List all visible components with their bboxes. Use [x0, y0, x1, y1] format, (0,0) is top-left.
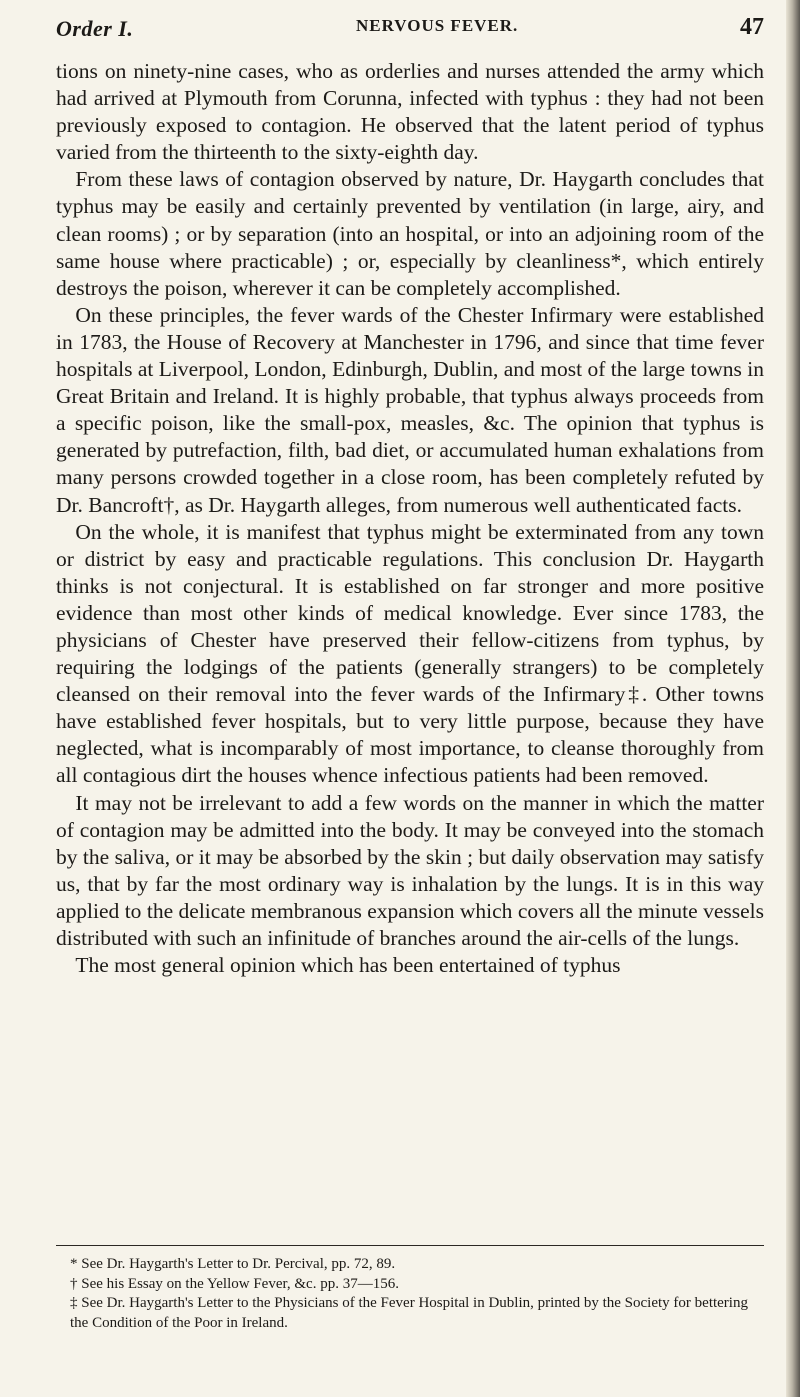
paragraph: From these laws of contagion observed by nature, Dr. Haygarth concludes that typhus may be easily and certainly prevented by ventilation (in large, airy, and clean rooms) ; or by separation (into an hospital, or into an adjoining room of the same house where practicable) ; or, especially by cleanliness*, which entirely destroys the poison, wherever it can be completely accomplished.: [56, 167, 764, 300]
paragraph: On the whole, it is manifest that typhus might be exterminated from any town or district by easy and practicable regulations. This conclusion Dr. Haygarth thinks is not conjectural. It is established on far stronger and more positive evidence than most other kinds of medical knowledge. Ever since 1783, the physicians of Chester have preserved their fellow-citizens from typhus, by requiring the lodgings of the patients (generally strangers) to be completely cleansed on their removal into the fever wards of the Infirmary‡. Other towns have established fever hospitals, but to very little purpose, because they have neglected, what is incomparably of most importance, to cleanse thoroughly from all contagious dirt the houses whence infectious patients had been removed.: [56, 519, 764, 788]
body-text: [56, 58, 764, 979]
paragraph: The most general opinion which has been entertained of typhus: [75, 953, 621, 978]
paragraph: It may not be irrelevant to add a few words on the manner in which the matter of contagion may be admitted into the body. It may be conveyed into the stomach by the saliva, or it may be absorbed by the skin ; but daily observation may satisfy us, that by far the most ordinary way is inhalation by the lungs. It is in this way applied to the delicate membranous expansion which covers all the minute vessels distributed with such an infinitude of branches around the air-cells of the lungs.: [56, 790, 764, 950]
running-header: [56, 8, 764, 48]
footnote: * See Dr. Haygarth's Letter to Dr. Percival, pp. 72, 89.: [70, 1256, 396, 1272]
footnote: ‡ See Dr. Haygarth's Letter to the Physicians of the Fever Hospital in Dublin, printed by the Society for bettering the Condition of the Poor in Ireland.: [70, 1295, 748, 1331]
page-number: 47: [740, 14, 764, 40]
paragraph: On these principles, the fever wards of the Chester Infirmary were established in 1783, the House of Recovery at Manchester in 1796, and since that time fever hospitals at Liverpool, London, Edinburgh, Dublin, and most of the large towns in Great Britain and Ireland. It is highly probable, that typhus always proceeds from a specific poison, like the small-pox, measles, &c. The opinion that typhus is generated by putrefaction, filth, bad diet, or accumulated human exhalations from many persons crowded together in a close room, has been completely refuted by Dr. Bancroft†, as Dr. Haygarth alleges, from numerous well authenticated facts.: [56, 302, 764, 517]
header-title: NERVOUS FEVER.: [356, 16, 519, 35]
header-order: Order I.: [56, 16, 134, 41]
footnotes: [56, 1255, 764, 1333]
footnote: † See his Essay on the Yellow Fever, &c. pp. 37—156.: [70, 1275, 399, 1292]
footnote-divider: [56, 1245, 764, 1246]
paragraph: tions on ninety-nine cases, who as orderlies and nurses attended the army which had arrived at Plymouth from Corunna, infected with typhus : they had not been previously exposed to contagion. He observed that the latent period of typhus varied from the thirteenth to the sixty-eighth day.: [56, 59, 764, 165]
page-spine-edge: [786, 0, 800, 1397]
